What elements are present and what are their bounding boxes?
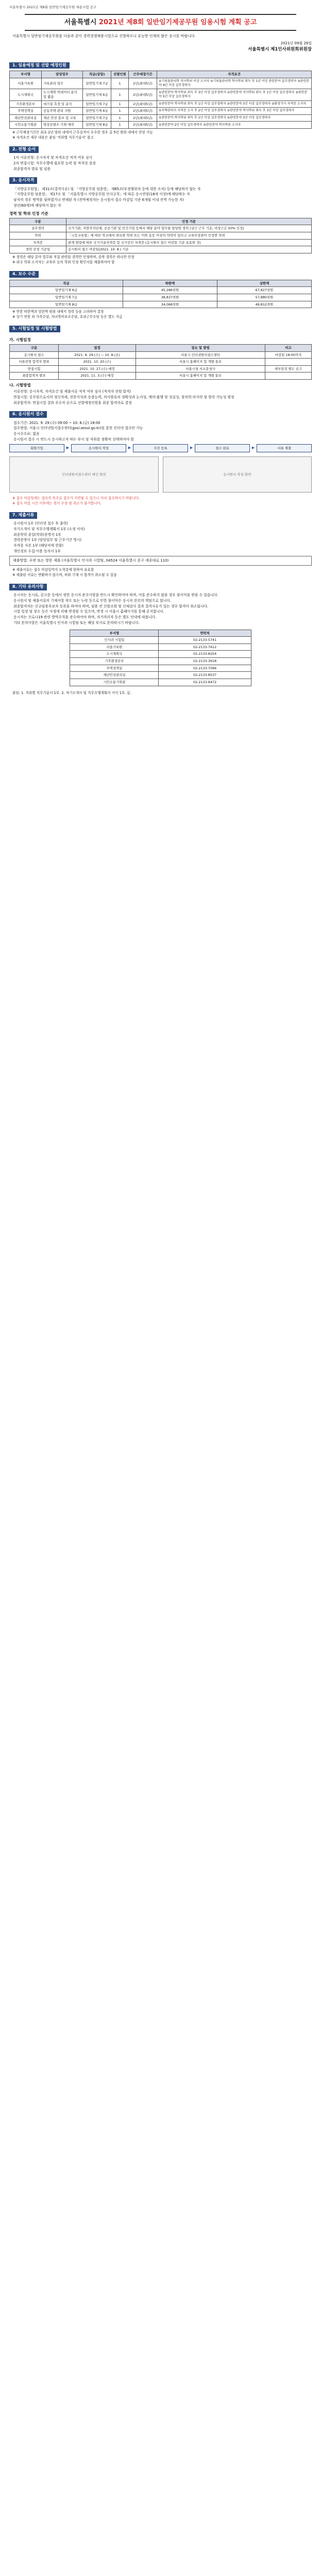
cell-grade: 일반임기제 8급 xyxy=(10,301,123,308)
schedule-table-header xyxy=(10,344,312,351)
note: ※ 근무예정기간은 최초 2년 범위 내에서 근무실적이 우수한 경우 총 5년 범위 내에서 연장 가능 xyxy=(12,130,153,135)
list-item: 기타 문의사항은 서울특별시 인사과 시험팀 또는 해당 부서로 문의하시기 바랍니다. xyxy=(13,620,140,625)
list-item: 접수기간: 2021. 9. 29.(수) 09:00 ~ 10. 8.(금) 18:00 xyxy=(13,420,100,425)
cell-criteria: 국가기관, 지방자치단체, 공공기관 및 민간기업 등에서 해당 분야 업무를 담당한 경력 (상근 근무 기준, 비상근은 50% 인정) xyxy=(66,225,312,232)
cell-req: ①주택관리사 자격증 소지 후 2년 이상 실무경력자 ②관련분야 학사학위 취득 후 3년 이상 실무경력자 xyxy=(157,108,312,115)
list-item: 응시원서 및 제출서류의 기재사항 착오 또는 누락 등으로 인한 불이익은 응시자 본인의 책임으로 합니다. xyxy=(13,599,172,603)
note: ※ 연봉 하한액과 상한액 범위 내에서 경력 등을 고려하여 결정 xyxy=(12,310,104,314)
cell-count: 1 xyxy=(111,89,129,100)
arrow-right-icon: ▶ xyxy=(190,446,193,450)
list-item: 최종합격자는 신규임용후보자 등록을 하여야 하며, 임용 전 신원조회 및 신체검사 결과 결격사유가 있는 경우 합격이 취소됩니다. xyxy=(13,604,209,608)
cell-phase: 최종합격자 발표 xyxy=(10,372,59,380)
arrow-right-icon: ▶ xyxy=(251,446,255,450)
cell-remark: 세부일정 별도 공고 xyxy=(265,365,312,372)
table-row xyxy=(10,114,312,122)
cell-phone: 02-2133-3618 xyxy=(159,658,251,665)
section-2-title: 2. 전형 순서 xyxy=(9,146,39,153)
table-row xyxy=(70,665,251,672)
contact-table-header xyxy=(70,630,251,637)
note: ※ 자격요건 세부 내용은 붙임 '직위별 직무기술서' 참고 xyxy=(12,135,94,140)
cell-count: 1 xyxy=(111,108,129,115)
cell-dept: 시민소통기획관 xyxy=(70,679,159,686)
section-1-title: 1. 임용예정 및 선발 예정인원 xyxy=(9,62,70,69)
list-item: 최종합격자 발표 및 임용 xyxy=(13,166,51,171)
section-5-sub1: 가. 시험일정 xyxy=(9,337,31,342)
cell-duty: 영상콘텐츠 기획·제작 xyxy=(42,122,83,129)
cell-period: 2년(최대5년) xyxy=(129,78,157,89)
list-item: 남자의 경우 병역을 필하였거나 면제된 자 (전역예정자는 응시원서 접수 마감일 기준 6개월 이내 전역 가능한 자) xyxy=(13,197,184,202)
cell-req: ①관련분야 학사학위 취득 후 3년 이상 실무경력자 ②관련분야 석사학위 취득 후 1년 이상 실무경력자 ③관련분야 5년 이상 실무경력자 xyxy=(157,89,312,100)
list-item: 경력증명서 1부 (담당업무 및 근무기간 명시) xyxy=(13,538,82,543)
cell-phase: 면접시험 xyxy=(10,365,59,372)
title-highlight: 2021년 제8회 일반임기제공무원 임용시험 계획 공고 xyxy=(96,18,257,26)
cell-grade: 일반임기제 6급 xyxy=(83,108,111,115)
table-row xyxy=(10,122,312,129)
cell-duty: 기록관리 업무 xyxy=(42,78,83,89)
section-6-notes xyxy=(12,496,312,506)
section-8-title: 8. 기타 유의사항 xyxy=(9,584,47,590)
list-item: 개인정보 수집·이용 동의서 1부 xyxy=(13,549,61,553)
cell-dept: 서울기록원 xyxy=(70,643,159,651)
cell-period: 2년(최대5년) xyxy=(129,114,157,122)
cell-place: 서울시 홈페이지 및 개별 통보 xyxy=(136,359,265,366)
cell-duty: 도시계획 빅데이터 분석 및 활용 xyxy=(42,89,83,100)
cell-criteria: 「고등교육법」에 따른 학교에서 취득한 학위 또는 이와 동등 이상의 학력이 있다고 교육부장관이 인정한 학위 xyxy=(66,232,312,240)
cell-category: 실무경력 xyxy=(10,225,66,232)
cell-dept: 도시계획국 xyxy=(70,651,159,658)
cell-grade: 일반임기제 7급 xyxy=(83,114,111,122)
list-item: 응시자는 응시표, 공고문 등에서 정한 응시자 준수사항을 반드시 확인하여야 하며, 이를 준수하지 않을 경우 불이익을 받을 수 있습니다. xyxy=(13,593,218,598)
issuing-organization: 서울특별시 제1인사위원회위원장 xyxy=(248,47,312,53)
cell-dept: 재난안전관리실 xyxy=(10,114,42,122)
list-item: 2차 면접시험: 직무수행에 필요한 능력 및 적격성 검정 xyxy=(13,161,96,165)
cell-dept: 시민소통기획관 xyxy=(10,122,42,129)
cell-dept: 인사과 시험팀 xyxy=(70,637,159,644)
cell-count: 1 xyxy=(111,114,129,122)
screenshot-row xyxy=(9,454,312,495)
contact-table xyxy=(70,630,251,686)
cell-min: 45,286천원 xyxy=(123,287,217,294)
cell-max: 67,827천원 xyxy=(217,287,311,294)
col-criteria: 인정 기준 xyxy=(66,218,312,225)
arrow-right-icon: ▶ xyxy=(66,446,70,450)
cell-phone: 02-2133-7046 xyxy=(159,665,251,672)
section-6-list xyxy=(9,421,312,442)
announcement-date: 2021년 09월 29일 xyxy=(280,41,312,45)
list-item: 자격증 사본 1부 (해당자에 한함) xyxy=(13,544,64,548)
screenshot-placeholder: 인터넷원서접수센터 메인 화면 xyxy=(9,456,159,493)
title-prefix: 서울특별시 xyxy=(64,18,97,26)
section-7-list xyxy=(9,521,312,554)
table-row xyxy=(70,651,251,658)
title-box xyxy=(25,14,296,31)
list-item: 접수방법: 서울시 인터넷원서접수센터(gosi.seoul.go.kr)를 통한 인터넷 접수만 가능 xyxy=(13,426,143,431)
col-grade: 직급 xyxy=(10,280,123,287)
list-item: 「지방공무원법」 제31조(결격사유) 및 「지방공무원 임용령」 제65조(부정행위자 등에 대한 조치) 등에 해당하지 않는 자 xyxy=(13,187,201,191)
section-4-notes xyxy=(12,310,312,319)
note: ※ 접수 마감일에는 접속자 폭주로 접수가 지연될 수 있으니 미리 접수하시기 바랍니다. xyxy=(12,496,140,501)
table-row xyxy=(70,637,251,644)
table-row xyxy=(10,287,312,294)
table-row xyxy=(10,294,312,301)
col-grade: 직급(상당) xyxy=(83,71,111,78)
cell-grade: 일반임기제 6급 xyxy=(10,287,123,294)
col-count: 선발인원 xyxy=(111,71,129,78)
criteria-table xyxy=(9,218,312,253)
section-4-title: 4. 보수 수준 xyxy=(9,271,39,278)
table-row xyxy=(10,225,312,232)
col-dept: 부서명 xyxy=(70,630,159,637)
col-phone: 연락처 xyxy=(159,630,251,637)
section-5-title: 5. 시험일정 및 시험방법 xyxy=(9,326,60,332)
note: ※ 제출된 서류는 반환하지 않으며, 허위 기재 시 합격이 취소될 수 있음 xyxy=(12,573,117,578)
arrow-right-icon: ▶ xyxy=(128,446,131,450)
flow-step: 회원가입 xyxy=(9,444,64,453)
list-item: 「지방공무원 임용령」 제17조 및 「서울특별시 지방공무원 인사규칙」에 따른 응시연령(18세 이상)에 해당하는 자 xyxy=(13,192,190,197)
table-row xyxy=(10,351,312,359)
section-5-methods xyxy=(9,389,312,405)
cell-dept: 기후환경본부 xyxy=(70,658,159,665)
cell-req: ①관련분야 학사학위 취득 후 1년 이상 실무경력자 ②관련분야 3년 이상 실무경력자 xyxy=(157,114,312,122)
flow-step: 접수 완료 xyxy=(195,444,250,453)
col-remark: 비고 xyxy=(265,344,312,351)
submit-method-box: 제출방법: 우편 또는 방문 제출 (서울특별시 인사과 시험팀, 04524 서울특별시 중구 세종대로 110) xyxy=(9,556,312,566)
cell-dept: 주택정책실 xyxy=(10,108,42,115)
list-item: 1차 서류전형: 응시자격 및 자격요건 적격 여부 심사 xyxy=(13,156,93,160)
col-date: 일정 xyxy=(59,344,136,351)
cell-place: 서울시 인터넷원서접수센터 xyxy=(136,351,265,359)
cell-category: 자격증 xyxy=(10,239,66,246)
cell-grade: 일반임기제 7급 xyxy=(10,294,123,301)
list-item: 최종학력 졸업(학위)증명서 1부 xyxy=(13,532,61,537)
col-period: 근무예정기간 xyxy=(129,71,157,78)
salary-table xyxy=(9,280,312,309)
table-row xyxy=(10,108,312,115)
section-3-notes xyxy=(12,255,312,265)
table-row xyxy=(70,672,251,679)
note: ※ 상기 연봉 외 가족수당, 자녀학비보조수당, 초과근무수당 등은 별도 지급 xyxy=(12,315,123,319)
cell-category: 경력 산정 기준일 xyxy=(10,246,66,253)
cell-criteria: 응시원서 접수 마감일(2021. 10. 8.) 기준 xyxy=(66,246,312,253)
cell-phone: 02-2133-8254 xyxy=(159,651,251,658)
col-min: 하한액 xyxy=(123,280,217,287)
positions-table xyxy=(9,71,312,129)
section-7-notes xyxy=(12,568,312,578)
cell-duty: 재난 안전 홍보 및 교육 xyxy=(42,114,83,122)
list-item: 최종합격자: 면접시험 결과 우수자 순으로 선발예정인원을 최종 합격자로 결정 xyxy=(13,400,132,405)
section-6-title: 6. 응시원서 접수 xyxy=(9,411,47,418)
note: ※ 외국 학위 소지자는 교육부 등의 학위 인정 확인서를 제출하여야 함 xyxy=(12,260,115,264)
section-7-title: 7. 제출서류 xyxy=(9,512,37,519)
schedule-table xyxy=(9,344,312,380)
flow-step: 사진 등록 xyxy=(133,444,188,453)
section-3-list xyxy=(9,187,312,208)
cell-phone: 02-2133-8537 xyxy=(159,672,251,679)
col-phase: 구분 xyxy=(10,344,59,351)
list-item: 면접시험: 공무원으로서의 정신자세, 전문지식과 응용능력, 의사발표의 정확성과 논리성, 예의·품행 및 성실성, 창의력·의지력 및 발전 가능성 평정 xyxy=(13,395,234,399)
col-req: 자격요건 xyxy=(157,71,312,78)
list-item: 응시원서 1부 (인터넷 접수 후 출력) xyxy=(13,521,68,526)
table-row xyxy=(10,246,312,253)
cell-req: ①기록물관리학 석사학위 이상 소지자 ②기록물관리학 학사학위 취득 후 1년 이상 관련분야 실무경력자 ③관련분야 4년 이상 실무경력자 xyxy=(157,78,312,89)
application-flow xyxy=(9,444,312,453)
table-row xyxy=(10,239,312,246)
col-duty: 담당업무 xyxy=(42,71,83,78)
cell-period: 2년(최대5년) xyxy=(129,122,157,129)
cell-count: 1 xyxy=(111,78,129,89)
cell-max: 49,812천원 xyxy=(217,301,311,308)
section-3-title: 3. 응시자격 xyxy=(9,177,37,184)
note: ※ 제출서류는 접수 마감일까지 도착분에 한하여 유효함 xyxy=(12,568,94,572)
table-row xyxy=(10,372,312,380)
cell-duty: 공동주택 관리 지원 xyxy=(42,108,83,115)
col-dept: 부서명 xyxy=(10,71,42,78)
table-row xyxy=(10,78,312,89)
cell-period: 2년(최대5년) xyxy=(129,100,157,108)
col-place: 장소 및 방법 xyxy=(136,344,265,351)
cell-count: 1 xyxy=(111,100,129,108)
cell-phone: 02-2133-5741 xyxy=(159,637,251,644)
cell-remark xyxy=(265,359,312,366)
cell-date: 2021. 10. 27.(수) 예정 xyxy=(59,365,136,372)
cell-period: 2년(최대5년) xyxy=(129,108,157,115)
section-1-notes xyxy=(12,130,312,140)
cell-grade: 일반임기제 8급 xyxy=(83,122,111,129)
top-note: 서울특별시 2021년 제8회 일반임기제공무원 채용시험 공고 xyxy=(9,5,97,9)
table-row xyxy=(10,89,312,100)
cell-grade: 일반임기제 6급 xyxy=(83,89,111,100)
cell-remark xyxy=(265,372,312,380)
cell-date: 2021. 10. 20.(수) xyxy=(59,359,136,366)
list-item: 정년(60세)에 해당하지 않는 자 xyxy=(13,203,61,208)
note: ※ 경력은 해당 분야 업무와 직접 관련된 경력만 인정하며, 중복 경력은 하나만 인정 xyxy=(12,255,134,260)
cell-category: 학위 xyxy=(10,232,66,240)
cell-grade: 일반임기제 7급 xyxy=(83,78,111,89)
section-8-list xyxy=(9,593,312,625)
table-row xyxy=(70,679,251,686)
list-item: 자기소개서 및 직무수행계획서 1부 (소정 서식) xyxy=(13,527,85,532)
cell-remark: 마감일 18:00까지 xyxy=(265,351,312,359)
cell-phone: 02-2133-7612 xyxy=(159,643,251,651)
cell-criteria: 관계 법령에 따른 국가기술자격증 및 국가공인 자격증 (응시원서 접수 마감일 기준 유효한 것) xyxy=(66,239,312,246)
cell-place: 서울시청 서소문청사 xyxy=(136,365,265,372)
section-2-list xyxy=(9,156,312,172)
cell-min: 38,837천원 xyxy=(123,294,217,301)
note: ※ 접수 마감 시간 이후에는 원서 수정 및 취소가 불가합니다. xyxy=(12,501,102,506)
table-row xyxy=(10,365,312,372)
table-row xyxy=(70,643,251,651)
cell-req: ①관련분야 학사학위 취득 후 1년 이상 실무경력자 ②관련분야 3년 이상 실무경력자 ③환경기사 자격증 소지자 xyxy=(157,100,312,108)
cell-phase: 서류전형 합격자 발표 xyxy=(10,359,59,366)
list-item: 시험 일정 및 장소 등은 사정에 의해 변경될 수 있으며, 변경 시 서울시 홈페이지를 통해 공지합니다. xyxy=(13,609,164,614)
cell-max: 57,880천원 xyxy=(217,294,311,301)
section-5-sub2: 나. 시험방법 xyxy=(9,383,31,388)
screenshot-placeholder: 응시원서 작성 화면 xyxy=(163,456,312,493)
cell-dept: 기후환경본부 xyxy=(10,100,42,108)
flow-step: 응시원서 작성 xyxy=(71,444,126,453)
intro-text: 서울특별시 일반임기제공무원을 다음과 같이 경력경쟁채용시험으로 선발하오니 유능한 인재의 많은 응시를 바랍니다. xyxy=(12,34,196,39)
list-item: 응시수수료: 없음 xyxy=(13,431,40,436)
list-item: 응시자는 코로나19 관련 방역수칙을 준수하여야 하며, 자가격리자 등은 별도 안내에 따릅니다. xyxy=(13,615,157,620)
positions-table-header xyxy=(10,71,312,78)
table-row xyxy=(10,232,312,240)
cell-dept: 서울기록원 xyxy=(10,78,42,89)
cell-req: ①관련분야 2년 이상 실무경력자 ②관련분야 학사학위 소지자 xyxy=(157,122,312,129)
table-row xyxy=(10,100,312,108)
cell-dept: 도시계획국 xyxy=(10,89,42,100)
cell-duty: 대기질 측정 및 분석 xyxy=(42,100,83,108)
cell-dept: 주택정책실 xyxy=(70,665,159,672)
list-item: 서류전형: 응시자격, 자격요건 및 제출서류 적격 여부 심사 (적격자 전원 합격) xyxy=(13,389,131,394)
cell-dept: 재난안전관리실 xyxy=(70,672,159,679)
cell-date: 2021. 11. 3.(수) 예정 xyxy=(59,372,136,380)
col-max: 상한액 xyxy=(217,280,311,287)
table-row xyxy=(10,359,312,366)
cell-count: 1 xyxy=(111,122,129,129)
cell-grade: 일반임기제 7급 xyxy=(83,100,111,108)
list-item: 응시원서 접수 시 반드시 응시하고자 하는 부서 및 직위를 정확히 선택하여야 함 xyxy=(13,437,134,442)
salary-table-header xyxy=(10,280,312,287)
table-row xyxy=(10,301,312,308)
cell-phone: 02-2133-6472 xyxy=(159,679,251,686)
cell-date: 2021. 9. 29.(수) ~ 10. 8.(금) xyxy=(59,351,136,359)
cell-period: 2년(최대5년) xyxy=(129,89,157,100)
cell-phase: 응시원서 접수 xyxy=(10,351,59,359)
col-category: 구분 xyxy=(10,218,66,225)
cell-min: 34,066천원 xyxy=(123,301,217,308)
attachments-line: 붙임: 1. 직위별 직무기술서 1부. 2. 자기소개서 및 직무수행계획서 서식 1부. 끝. xyxy=(12,690,131,695)
section-3-subtitle: 경력 및 학위 인정 기준 xyxy=(9,211,48,216)
table-row xyxy=(70,658,251,665)
criteria-table-header xyxy=(10,218,312,225)
cell-place: 서울시 홈페이지 및 개별 통보 xyxy=(136,372,265,380)
flow-step: 서류 제출 xyxy=(257,444,312,453)
